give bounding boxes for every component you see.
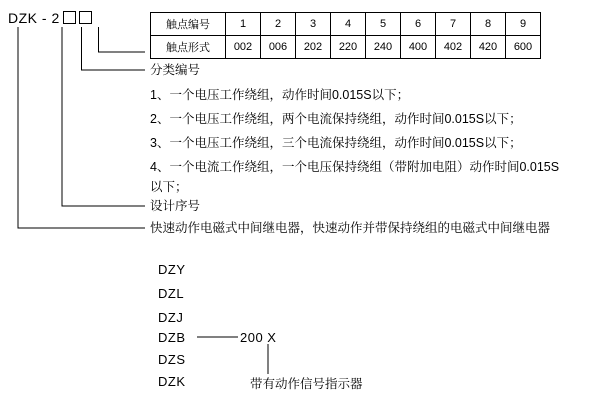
callout-item-4-cont: 以下； — [150, 180, 188, 194]
callout-item-3: 3、一个电压工作绕组，三个电流保持绕组，动作时间0.015S以下； — [150, 136, 522, 150]
table-cell: 400 — [401, 36, 436, 59]
indicator-label: 带有动作信号指示器 — [250, 377, 363, 391]
table-cell: 5 — [366, 13, 401, 36]
family-item-dzb: DZB — [158, 330, 186, 345]
table-cell: 002 — [226, 36, 261, 59]
table-row — [151, 13, 541, 36]
table-cell: 202 — [296, 36, 331, 59]
callout-classification: 分类编号 — [150, 63, 201, 77]
table-cell: 402 — [436, 36, 471, 59]
table-row-header: 触点编号 — [151, 13, 226, 36]
table-cell: 6 — [401, 13, 436, 36]
family-item-dzk: DZK — [158, 374, 186, 389]
family-suffix: 200 X — [240, 330, 277, 345]
family-item-dzl: DZL — [158, 286, 185, 301]
table-cell: 9 — [506, 13, 541, 36]
table-cell: 600 — [506, 36, 541, 59]
table-cell: 220 — [331, 36, 366, 59]
model-code — [8, 10, 92, 26]
table-cell: 8 — [471, 13, 506, 36]
model-code-box-2 — [79, 11, 92, 24]
table-cell: 006 — [261, 36, 296, 59]
family-item-dzj: DZJ — [158, 310, 184, 325]
model-code-box-1 — [63, 11, 76, 24]
contact-table — [150, 12, 541, 59]
callout-item-2: 2、一个电压工作绕组，两个电流保持绕组，动作时间0.015S以下； — [150, 112, 522, 126]
model-code-prefix: DZK - 2 — [8, 10, 60, 26]
table-cell: 7 — [436, 13, 471, 36]
table-cell: 420 — [471, 36, 506, 59]
table-cell: 2 — [261, 13, 296, 36]
table-row — [151, 36, 541, 59]
callout-item-1: 1、一个电压工作绕组，动作时间0.015S以下； — [150, 88, 410, 102]
table-cell: 1 — [226, 13, 261, 36]
callout-relay-description: 快速动作电磁式中间继电器，快速动作并带保持绕组的电磁式中间继电器 — [150, 221, 551, 235]
family-item-dzs: DZS — [158, 352, 186, 367]
family-item-dzy: DZY — [158, 262, 186, 277]
table-cell: 3 — [296, 13, 331, 36]
table-cell: 240 — [366, 36, 401, 59]
callout-item-4: 4、一个电流工作绕组，一个电压保持绕组（带附加电阻）动作时间0.015S — [150, 160, 560, 174]
callout-design-serial: 设计序号 — [150, 199, 201, 213]
table-row-header: 触点形式 — [151, 36, 226, 59]
table-cell: 4 — [331, 13, 366, 36]
